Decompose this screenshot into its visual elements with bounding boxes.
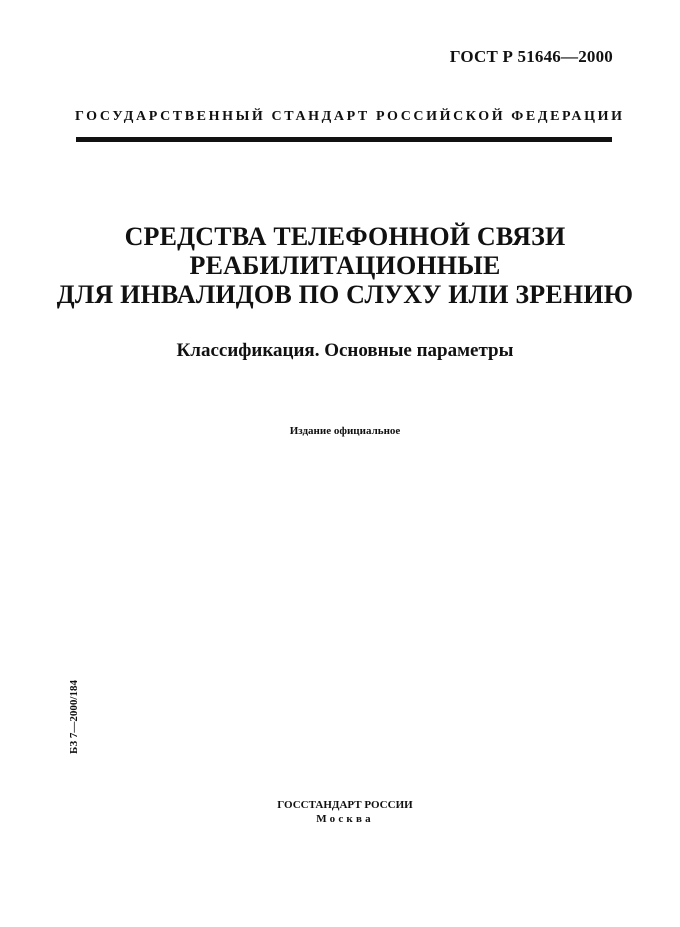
title-line-3: ДЛЯ ИНВАЛИДОВ ПО СЛУХУ ИЛИ ЗРЕНИЮ [56,280,634,309]
title-line-2: РЕАБИЛИТАЦИОННЫЕ [189,251,501,280]
edition-note: Издание официальное [289,425,401,437]
document-title [40,222,650,309]
title-line-1: СРЕДСТВА ТЕЛЕФОННОЙ СВЯЗИ [124,222,566,251]
side-code: БЗ 7—2000/184 [68,680,80,754]
document-number: ГОСТ Р 51646—2000 [449,47,613,66]
publisher-city: Москва [316,813,374,825]
header-divider [76,137,612,142]
side-code-container [62,676,86,758]
publisher-name: ГОССТАНДАРТ РОССИИ [277,799,413,811]
document-subtitle: Классификация. Основные параметры [176,340,514,361]
standard-header: ГОСУДАРСТВЕННЫЙ СТАНДАРТ РОССИЙСКОЙ ФЕДЕРАЦИИ [75,109,625,124]
